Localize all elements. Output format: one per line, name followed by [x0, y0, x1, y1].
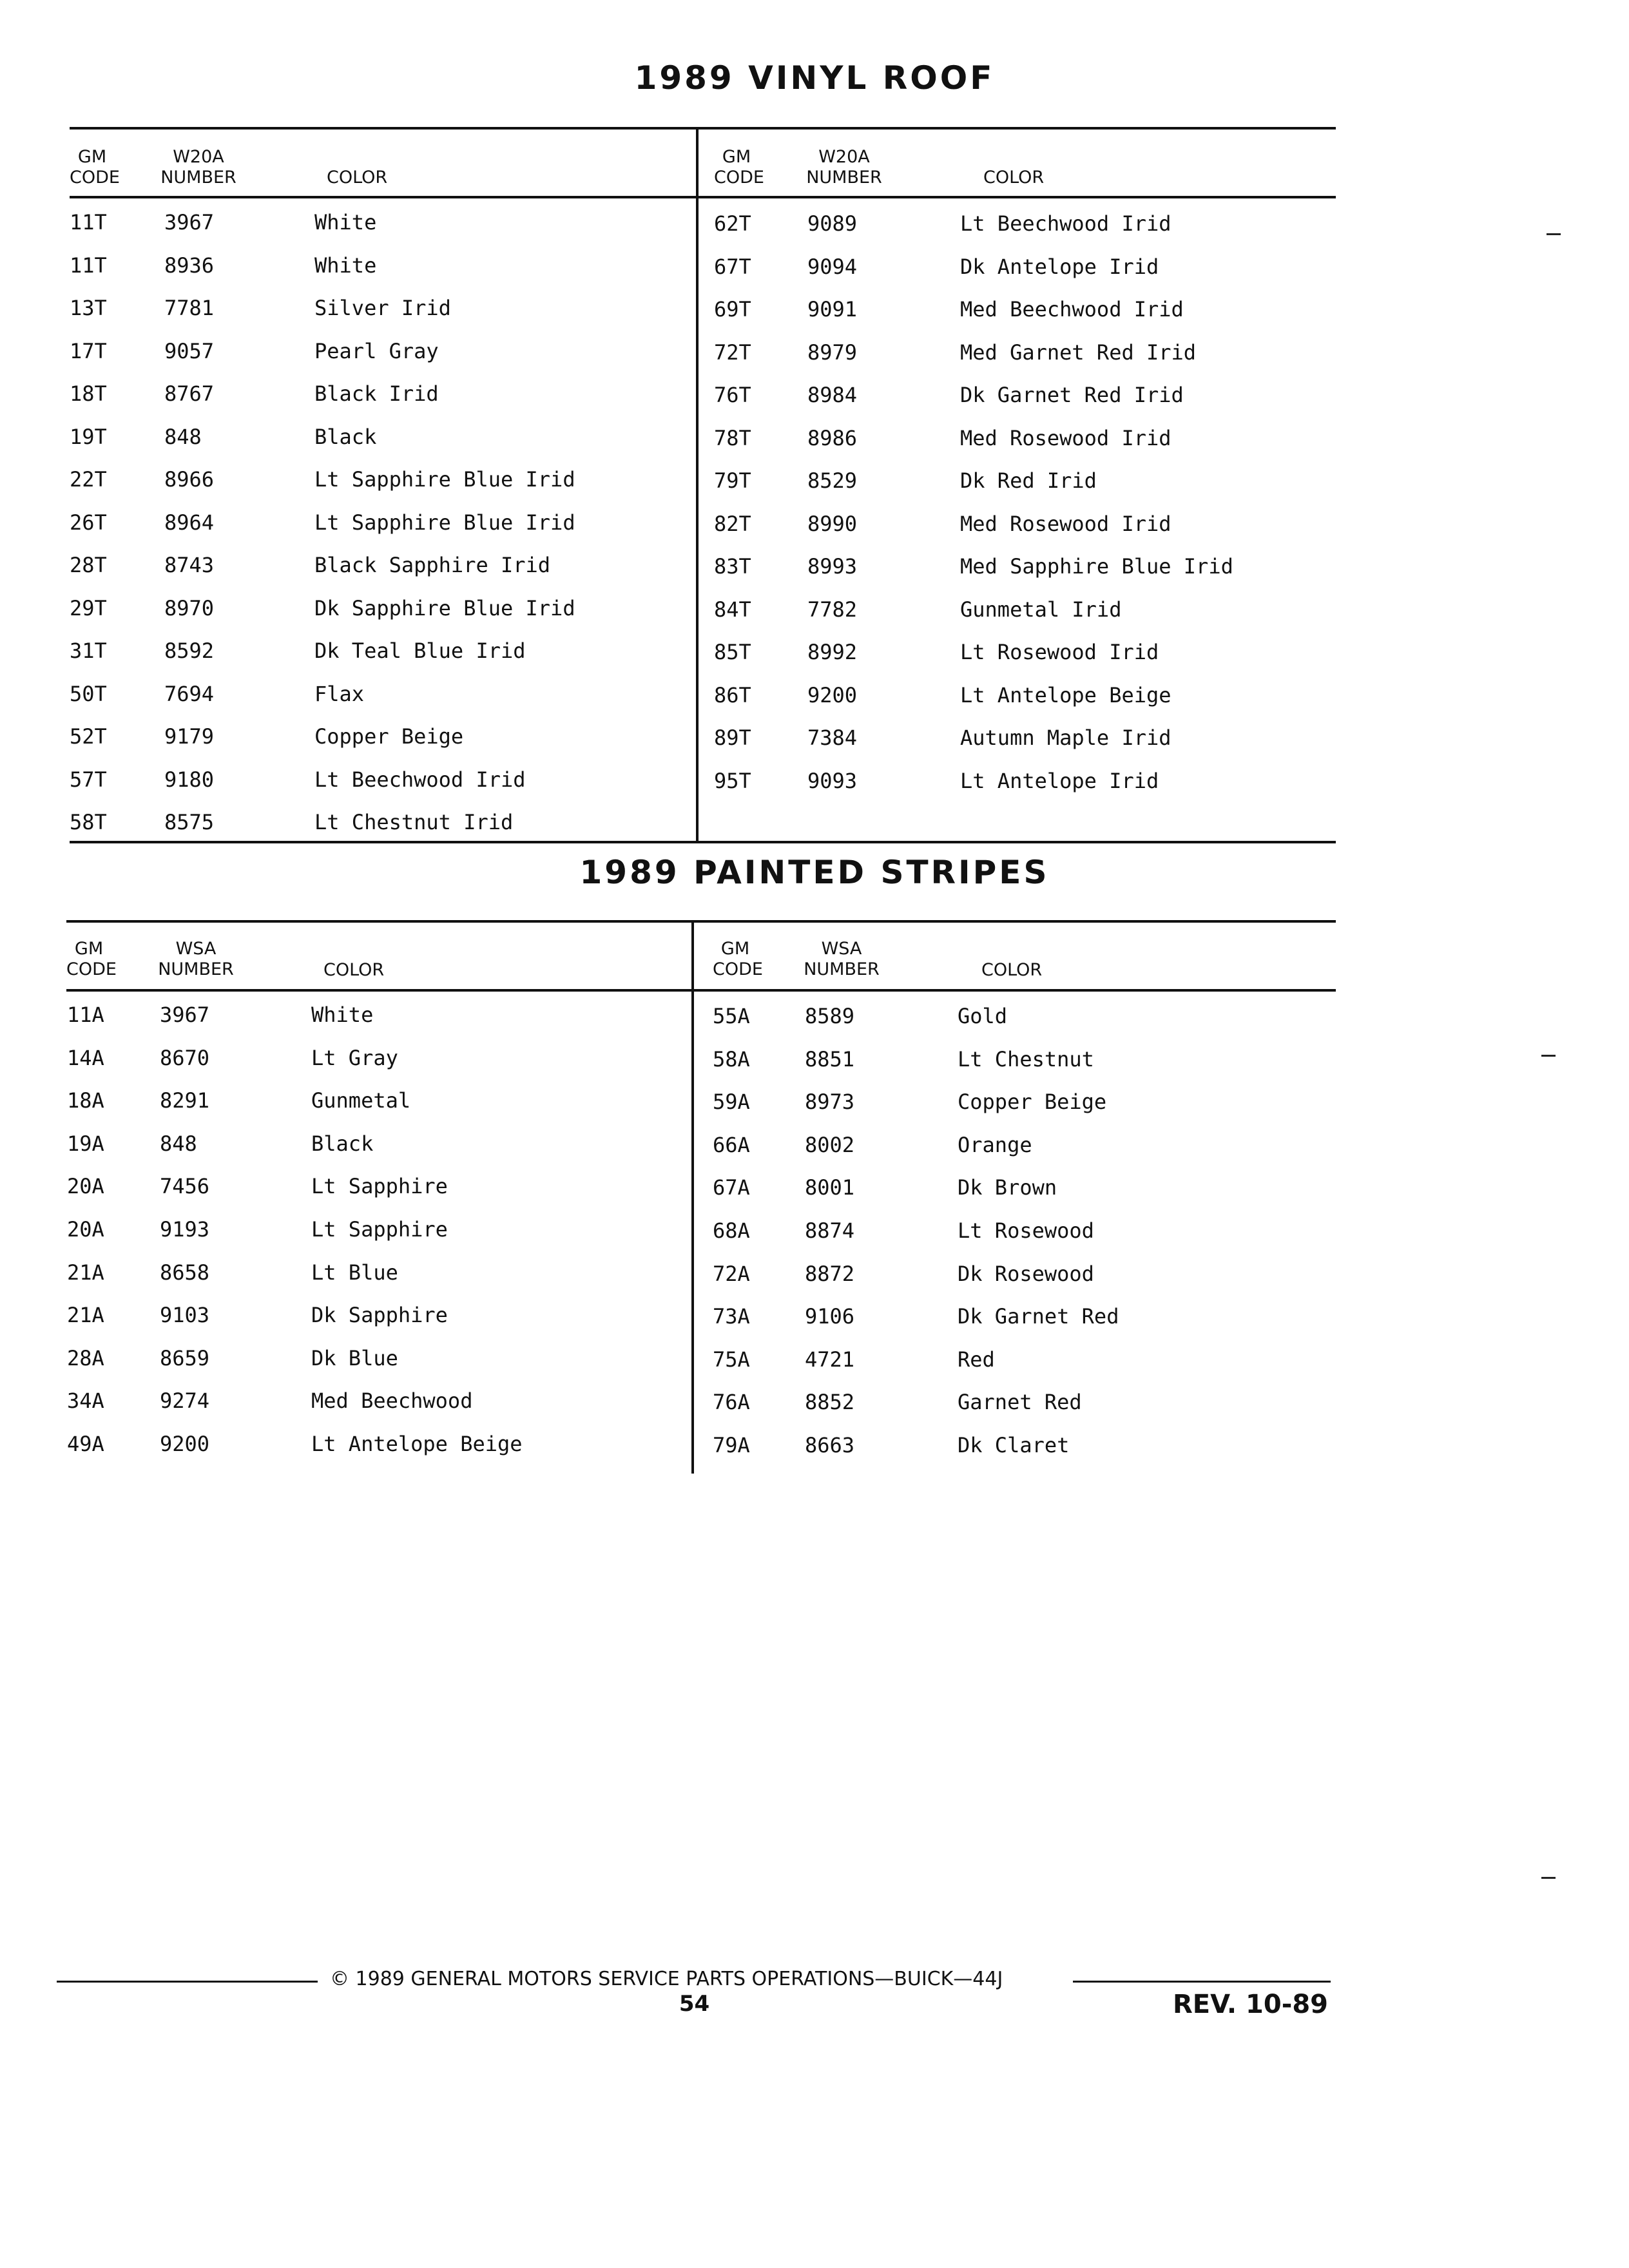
part-number-cell: 8663	[805, 1433, 855, 1457]
part-number-cell: 9200	[807, 682, 858, 707]
part-number-cell: 8851	[805, 1046, 855, 1072]
part-number-cell: 8990	[807, 511, 858, 536]
header-wsa-number: WSA NUMBER	[158, 939, 234, 979]
gm-code-cell: 72T	[714, 340, 751, 365]
gm-code-cell: 14A	[67, 1045, 104, 1070]
color-cell: White	[311, 1003, 374, 1027]
header-wsa-number: WSA NUMBER	[804, 939, 880, 979]
part-number-cell: 7694	[164, 681, 215, 706]
part-number-cell: 9180	[164, 767, 215, 792]
gm-code-cell: 50T	[70, 681, 107, 706]
color-cell: Dk Garnet Red Irid	[960, 383, 1184, 407]
gm-code-cell: 31T	[70, 639, 107, 663]
color-cell: Dk Blue	[311, 1345, 398, 1370]
color-cell: Lt Rosewood Irid	[960, 640, 1159, 664]
header-gm-code: GM CODE	[66, 939, 117, 979]
color-cell: Dk Sapphire	[311, 1303, 448, 1328]
header-w20a-number: W20A NUMBER	[806, 147, 882, 187]
divider	[70, 841, 1336, 843]
part-number-cell: 8592	[164, 639, 215, 663]
gm-code-cell: 75A	[713, 1347, 750, 1372]
gm-code-cell: 67T	[714, 254, 751, 279]
color-cell: Lt Beechwood Irid	[314, 767, 526, 792]
color-cell: Lt Beechwood Irid	[960, 211, 1171, 236]
color-cell: Flax	[314, 681, 365, 706]
gm-code-cell: 13T	[70, 296, 107, 320]
part-number-cell: 8986	[807, 425, 858, 450]
header-color: COLOR	[323, 960, 385, 980]
color-cell: Med Garnet Red Irid	[960, 340, 1197, 365]
gm-code-cell: 18A	[67, 1088, 104, 1113]
gm-code-cell: 85T	[714, 640, 751, 664]
part-number-cell: 8872	[805, 1261, 855, 1286]
gm-code-cell: 59A	[713, 1090, 750, 1115]
color-cell: Orange	[958, 1132, 1032, 1157]
gm-code-cell: 58T	[70, 810, 107, 834]
color-cell: Dk Antelope Irid	[960, 254, 1159, 279]
gm-code-cell: 89T	[714, 726, 751, 750]
color-cell: Lt Sapphire Blue Irid	[314, 510, 575, 535]
scan-mark	[1547, 233, 1561, 235]
gm-code-cell: 78T	[714, 425, 751, 450]
gm-code-cell: 19T	[70, 424, 107, 449]
gm-code-cell: 18T	[70, 381, 107, 406]
color-cell: Black	[311, 1131, 374, 1156]
vinyl-roof-title: 1989 VINYL ROOF	[634, 59, 995, 97]
color-cell: Autumn Maple Irid	[960, 726, 1171, 750]
gm-code-cell: 72A	[713, 1261, 750, 1286]
gm-code-cell: 29T	[70, 595, 107, 620]
gm-code-cell: 69T	[714, 297, 751, 322]
gm-code-cell: 76T	[714, 383, 751, 407]
color-cell: Med Beechwood Irid	[960, 297, 1184, 322]
gm-code-cell: 68A	[713, 1218, 750, 1243]
gm-code-cell: 21A	[67, 1260, 104, 1285]
gm-code-cell: 20A	[67, 1217, 104, 1242]
color-cell: Red	[958, 1347, 995, 1372]
part-number-cell: 848	[160, 1131, 197, 1156]
part-number-cell: 8936	[164, 253, 215, 278]
part-number-cell: 9057	[164, 338, 215, 363]
color-cell: Dk Sapphire Blue Irid	[314, 595, 575, 620]
header-color: COLOR	[327, 168, 388, 187]
gm-code-cell: 26T	[70, 510, 107, 535]
part-number-cell: 8970	[164, 595, 215, 620]
part-number-cell: 3967	[164, 210, 215, 235]
footer-copyright: © 1989 GENERAL MOTORS SERVICE PARTS OPERATIONS—BUICK—44J	[330, 1968, 1003, 1990]
part-number-cell: 8964	[164, 510, 215, 535]
part-number-cell: 9193	[160, 1217, 210, 1242]
gm-code-cell: 55A	[713, 1004, 750, 1028]
gm-code-cell: 11A	[67, 1003, 104, 1027]
part-number-cell: 8979	[807, 340, 858, 365]
part-number-cell: 9089	[807, 211, 858, 236]
page-number: 54	[679, 1991, 710, 2017]
color-cell: Gunmetal	[311, 1088, 411, 1113]
column-divider	[691, 923, 694, 1474]
part-number-cell: 8874	[805, 1218, 855, 1243]
color-cell: Copper Beige	[958, 1090, 1107, 1115]
color-cell: Gold	[958, 1004, 1008, 1028]
color-cell: Black	[314, 424, 377, 449]
gm-code-cell: 84T	[714, 597, 751, 622]
color-cell: Silver Irid	[314, 296, 451, 320]
gm-code-cell: 95T	[714, 768, 751, 793]
part-number-cell: 7782	[807, 597, 858, 622]
part-number-cell: 8966	[164, 467, 215, 492]
part-number-cell: 8575	[164, 810, 215, 834]
part-number-cell: 4721	[805, 1347, 855, 1372]
gm-code-cell: 58A	[713, 1046, 750, 1072]
divider	[66, 920, 1336, 923]
color-cell: Lt Sapphire	[311, 1174, 448, 1199]
gm-code-cell: 57T	[70, 767, 107, 792]
color-cell: Lt Blue	[311, 1260, 398, 1285]
color-cell: Dk Red Irid	[960, 468, 1097, 493]
color-cell: Lt Antelope Beige	[311, 1432, 523, 1456]
color-cell: Black Sapphire Irid	[314, 553, 551, 577]
part-number-cell: 9093	[807, 768, 858, 793]
color-cell: Dk Teal Blue Irid	[314, 639, 526, 663]
color-cell: Copper Beige	[314, 724, 464, 749]
part-number-cell: 9274	[160, 1389, 210, 1414]
part-number-cell: 9103	[160, 1303, 210, 1328]
color-cell: Lt Sapphire Blue Irid	[314, 467, 575, 492]
color-cell: Gunmetal Irid	[960, 597, 1122, 622]
column-divider	[696, 129, 699, 843]
gm-code-cell: 79A	[713, 1433, 750, 1457]
gm-code-cell: 19A	[67, 1131, 104, 1156]
color-cell: Dk Garnet Red	[958, 1304, 1119, 1329]
color-cell: Lt Sapphire	[311, 1217, 448, 1242]
part-number-cell: 9091	[807, 297, 858, 322]
part-number-cell: 8670	[160, 1045, 210, 1070]
part-number-cell: 9200	[160, 1432, 210, 1456]
gm-code-cell: 34A	[67, 1389, 104, 1414]
part-number-cell: 9094	[807, 254, 858, 279]
color-cell: Med Rosewood Irid	[960, 425, 1171, 450]
color-cell: Med Sapphire Blue Irid	[960, 554, 1233, 579]
color-cell: Lt Antelope Beige	[960, 682, 1171, 707]
color-cell: Pearl Gray	[314, 338, 439, 363]
gm-code-cell: 82T	[714, 511, 751, 536]
color-cell: Dk Rosewood	[958, 1261, 1094, 1286]
header-color: COLOR	[983, 168, 1045, 187]
gm-code-cell: 11T	[70, 210, 107, 235]
gm-code-cell: 86T	[714, 682, 751, 707]
gm-code-cell: 20A	[67, 1174, 104, 1199]
gm-code-cell: 28A	[67, 1345, 104, 1370]
header-w20a-number: W20A NUMBER	[160, 147, 236, 187]
part-number-cell: 9179	[164, 724, 215, 749]
part-number-cell: 8973	[805, 1090, 855, 1115]
painted-stripes-title: 1989 PAINTED STRIPES	[579, 854, 1050, 891]
color-cell: Lt Gray	[311, 1045, 398, 1070]
part-number-cell: 9106	[805, 1304, 855, 1329]
color-cell: Dk Claret	[958, 1433, 1070, 1457]
color-cell: Black Irid	[314, 381, 439, 406]
gm-code-cell: 22T	[70, 467, 107, 492]
gm-code-cell: 52T	[70, 724, 107, 749]
part-number-cell: 8984	[807, 383, 858, 407]
part-number-cell: 8002	[805, 1132, 855, 1157]
header-gm-code: GM CODE	[70, 147, 120, 187]
footer-rule	[1073, 1981, 1331, 1983]
gm-code-cell: 83T	[714, 554, 751, 579]
color-cell: White	[314, 210, 377, 235]
gm-code-cell: 62T	[714, 211, 751, 236]
gm-code-cell: 17T	[70, 338, 107, 363]
gm-code-cell: 11T	[70, 253, 107, 278]
color-cell: Lt Chestnut Irid	[314, 810, 514, 834]
gm-code-cell: 73A	[713, 1304, 750, 1329]
color-cell: Lt Rosewood	[958, 1218, 1094, 1243]
color-cell: Med Beechwood	[311, 1389, 473, 1414]
color-cell: Lt Chestnut	[958, 1046, 1094, 1072]
gm-code-cell: 67A	[713, 1175, 750, 1200]
part-number-cell: 7456	[160, 1174, 210, 1199]
gm-code-cell: 79T	[714, 468, 751, 493]
color-cell: Garnet Red	[958, 1390, 1082, 1415]
header-gm-code: GM CODE	[713, 939, 763, 979]
part-number-cell: 8743	[164, 553, 215, 577]
part-number-cell: 8001	[805, 1175, 855, 1200]
part-number-cell: 8291	[160, 1088, 210, 1113]
gm-code-cell: 76A	[713, 1390, 750, 1415]
color-cell: Lt Antelope Irid	[960, 768, 1159, 793]
gm-code-cell: 49A	[67, 1432, 104, 1456]
footer-rule	[57, 1981, 318, 1983]
scan-mark	[1541, 1877, 1556, 1879]
part-number-cell: 8852	[805, 1390, 855, 1415]
part-number-cell: 8589	[805, 1004, 855, 1028]
revision-label: REV. 10-89	[1173, 1990, 1328, 2019]
part-number-cell: 7384	[807, 726, 858, 750]
color-cell: White	[314, 253, 377, 278]
header-underline	[66, 989, 1336, 992]
part-number-cell: 3967	[160, 1003, 210, 1027]
color-cell: Med Rosewood Irid	[960, 511, 1171, 536]
part-number-cell: 8993	[807, 554, 858, 579]
gm-code-cell: 66A	[713, 1132, 750, 1157]
scan-mark	[1541, 1055, 1556, 1057]
part-number-cell: 7781	[164, 296, 215, 320]
part-number-cell: 8992	[807, 640, 858, 664]
gm-code-cell: 21A	[67, 1303, 104, 1328]
part-number-cell: 8658	[160, 1260, 210, 1285]
part-number-cell: 8767	[164, 381, 215, 406]
header-color: COLOR	[981, 960, 1043, 980]
part-number-cell: 8529	[807, 468, 858, 493]
divider	[70, 127, 1336, 130]
header-gm-code: GM CODE	[714, 147, 764, 187]
part-number-cell: 848	[164, 424, 202, 449]
part-number-cell: 8659	[160, 1345, 210, 1370]
color-cell: Dk Brown	[958, 1175, 1057, 1200]
header-underline	[70, 196, 1336, 198]
gm-code-cell: 28T	[70, 553, 107, 577]
